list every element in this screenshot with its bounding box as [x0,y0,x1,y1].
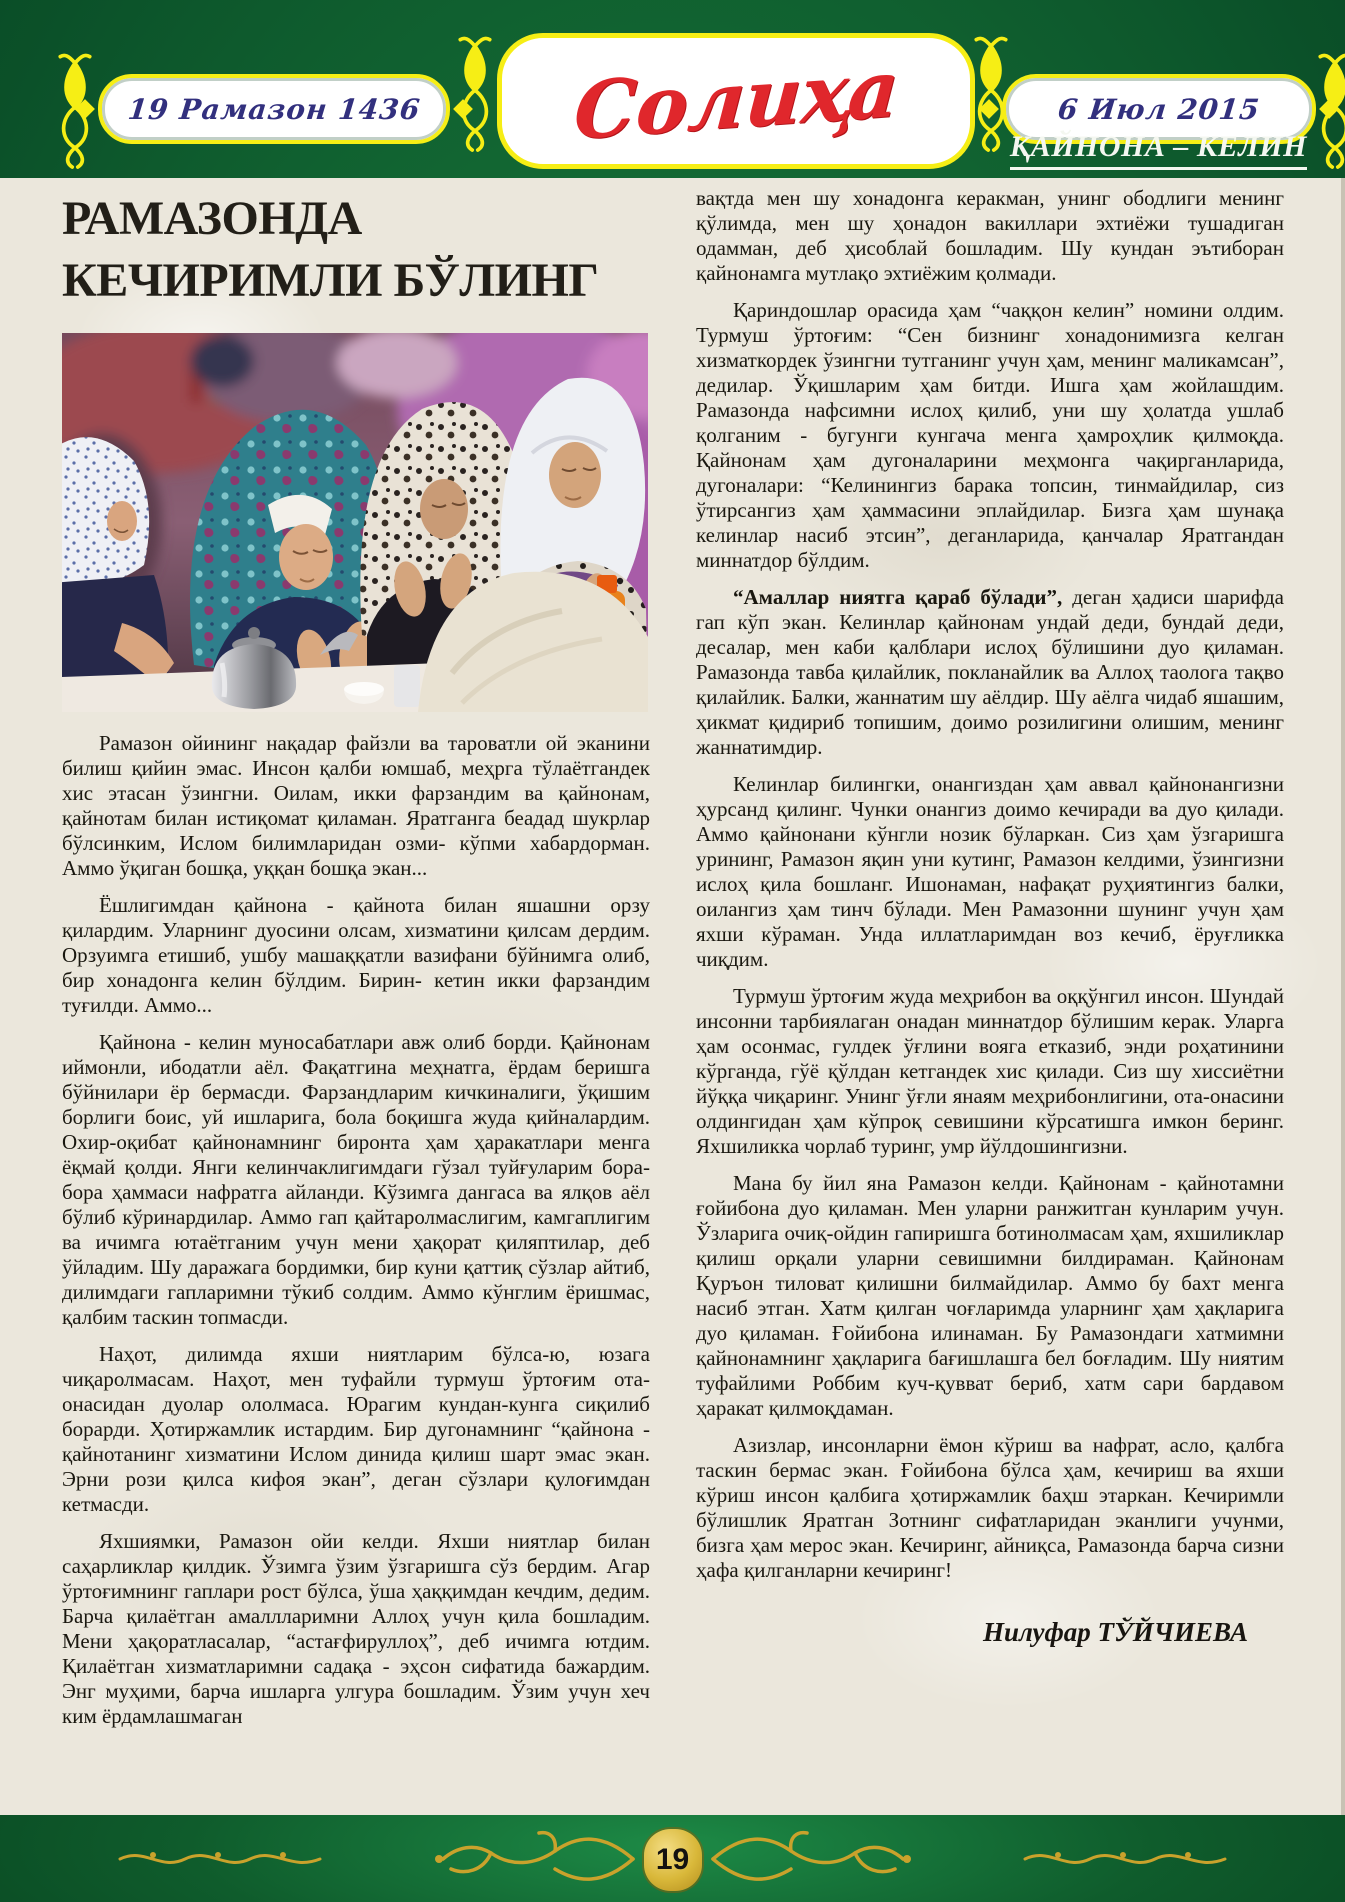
article-paragraph: Келинлар билингки, онангиздан ҳам аввал қайнонангизни ҳурсанд қилинг. Чунки онангиз доимо кечиради ва дуо қилади. Аммо қайнонани кўнгли нозик бўларкан. Сиз ҳам ўзгаришга урининг, Рамазон яқин уни кутинг, Рамазон келдими, ўзингизни ислоҳ қила бошланг. Ишонаман, нафақат руҳиятингиз балки, оилангиз ҳам тинч бўлади. Мен Рамазонни шунинг учун ҳам яхши кўраман. Унда иллатларимдан воз кечиб, ёруғликка чиқдим. [696,772,1284,971]
page-number-badge [644,1829,702,1891]
paragraph-bold-lead: “Амаллар ниятга қараб бўлади”, [733,585,1063,609]
masthead-title: Солиҳа [570,43,902,158]
footer-band [0,1815,1345,1902]
article-paragraph: “Амаллар ниятга қараб бўлади”, деган ҳадиси шарифда гап кўп экан. Келинлар қайнонам ундай деди, бундай деди, десалар, мен каби қалблари ислоҳ бўлишини дуо қиламан. Рамазонда тавба қилайлик, покланайлик ва Аллоҳ таолога тақво қилайлик. Балки, жаннатим шу аёлдир. Шу аёлга чидаб яшашим, ҳикмат қидириб топишим, доимо розилигини олишим, менинг жаннатимдир. [696,585,1284,759]
issue-date-hijri: 19 Рамазон 1436 [126,92,422,126]
left-column [62,731,650,1741]
article-photo [62,333,648,712]
page-number: 19 [655,1843,690,1876]
floral-ornament-icon [452,28,498,158]
article-paragraph: Азизлар, инсонларни ёмон кўриш ва нафрат, асло, қалбга таскин бермас экан. Ғойибона бўлса ҳам, кечириш ва яхши кўриш инсон қалбига ҳотиржамлик баҳш этаркан. Кечиримли бўлишлик Яратган Зотнинг сифатларидан эканлиги учунми, бизга ҳам мерос экан. Кечиринг, айниқса, Рамазонда барча сизни ҳафа қилганларни кечиринг! [696,1433,1284,1582]
article-title [62,188,652,312]
issue-date-hijri-box [98,74,450,144]
article-paragraph: Турмуш ўртоғим жуда меҳрибон ва оққўнгил инсон. Шундай инсонни тарбиялаган онадан миннатдор бўлишим керак. Уларга ҳам осонмас, гулдек ўғлини вояга етказиб, энди роҳатинини кўрганда, гўё қўлдан кетгандек хис қилади. Сиз шу хиссиётни йўққа чиқаринг. Унинг ўғли янаям меҳрибонлигини, ота-онасини олдингидан ҳам кўпроқ севишини кўрсатишга имкон беринг. Яхшиликка чорлаб туринг, умр йўлдошингизни. [696,984,1284,1158]
glass-icon [394,665,420,707]
article-title-line2: КЕЧИРИМЛИ БЎЛИНГ [62,254,599,307]
article-paragraph: Қариндошлар орасида ҳам “чаққон келин” номини олдим. Турмуш ўртоғим: “Сен бизнинг хонадонимизга келган хизматкордек ўзингни тутганинг учун ҳам, менинг маликамсан”, дедилар. Ўқишларим ҳам битди. Ишга ҳам жойлашдим. Рамазонда нафсимни ислоҳ қилиб, уни шу ҳолатда ушлаб қолганим - бугунги кунгача менга ҳамроҳлик қилмоқда. Қайнонам ҳам дугоналарини меҳмонга чақирганларида, дугоналари: “Келинингиз барака топсин, тинмайдилар, сиз ўтирсангиз ҳам ҳаммасини эплайдилар. Бизга ҳам шунақа келинлар насиб этсин”, деганларида, қанчалар Яратгандан миннатдор бўлдим. [696,298,1284,572]
article-paragraph: Ёшлигимдан қайнона - қайнота билан яшашни орзу қилардим. Уларнинг дуосини олсам, хизматини қилсам дердим. Орзуимга етишиб, ушбу машаққатли вазифани бўйнимга олиб, бир хонадонга келин бўлдим. Бирин- кетин икки фарзандим туғилди. Аммо... [62,893,650,1017]
header-band [0,0,1345,178]
masthead-box [497,33,975,169]
women-praying-photo-illustration [62,333,648,712]
right-column [696,186,1284,1648]
article-paragraph: Рамазон ойининг нақадар файзли ва тароватли ой эканини билиш қийин эмас. Инсон қалби юмшаб, меҳрга тўлаётгандек хис этасан ўзингни. Оилам, икки фарзандим ва қайнонам, қайнотам билан истиқомат қиламан. Яратганга беадад шукрлар бўлсинким, Ислом билимларидан озми- кўпми хабардорман. Аммо ўқиган бошқа, уққан бошқа экан... [62,731,650,880]
article-paragraph: Мана бу йил яна Рамазон келди. Қайнонам - қайнотамни ғойибона дуо қиламан. Мен уларни ранжитган кунларим учун. Ўзларига очиқ-ойдин гапиришга ботинолмасам ҳам, яхшиликлар қилиш орқали уларни севишимни билдираман. Қайнонам Қуръон тиловат қилишни билмайдилар. Аммо бу бахт менга насиб этган. Хатм қилган чоғларимда уларнинг ҳам ҳақларига дуо қиламан. Ғойибона илинаман. Бу Рамазондаги хатмимни қайнонамнинг ҳақларига бағишлашга бел боғладим. Шу ниятим туфайлими Роббим куч-қувват бериб, хатм сари бардавом ҳаракат қилмоқдаман. [696,1171,1284,1420]
issue-date-gregorian: 6 Июл 2015 [1056,92,1262,126]
article-paragraph: Яхшиямки, Рамазон ойи келди. Яхши ниятлар билан саҳарликлар қилдик. Ўзимга ўзим ўзгаришга сўз бердим. Агар ўртоғимнинг гаплари рост бўлса, ўша ҳаққимдан кечдим, дедим. Барча қилаётган амаллларимни Аллоҳ учун қила бошладим. Мени ҳақоратласалар, “астағфируллоҳ”, деб ичимга ютдим. Қилаётган хизматларимни садақа - эҳсон сифатида бажардим. Энг муҳими, барча ишларга улгура бошладим. Ўзим учун хеч ким ёрдамлашмаган [62,1529,650,1728]
article-paragraph: Наҳот, дилимда яхши ниятларим бўлса-ю, юзага чиқаролмасам. Наҳот, мен туфайли турмуш ўртоғим ота-онасидан дуолар ололмаса. Юрагим кундан-кунга сиқилиб борарди. Ҳотиржамлик истардим. Бир дугонамнинг “қайнона - қайнотанинг хизматини Ислом динида қилиш шарт эмас экан. Эрни рози қилса кифоя экан”, деган сўзлари қулоғимдан кетмасди. [62,1342,650,1516]
section-label: ҚАЙНОНА – КЕЛИН [1010,130,1307,170]
author-signature: Нилуфар ТЎЙЧИЕВА [982,1617,1248,1647]
vine-ornament-icon [1020,1847,1230,1871]
vine-ornament-icon [115,1847,325,1871]
article-paragraph: вақтда мен шу хонадонга керакман, унинг ободлиги менинг қўлимда, мен шу ҳонадон вакиллари эхтиёжи тушадиган одамман, деб ҳисоблай бошладим. Шу кундан эътиборан қайнонамга мутлақо эхтиёжим қолмади. [696,186,1284,285]
article-title-line1: РАМАЗОНДА [62,192,362,245]
article-paragraph: Қайнона - келин муносабатлари авж олиб борди. Қайнонам иймонли, ибодатли аёл. Фақатгина меҳнатга, ёрдам беришга бўйнилари ёр бермасди. Фарзандларим кичкиналиги, ўқишим борлиги боис, уй ишларига, бола боқишга жуда қийналардим. Охир-оқибат қайнонамнинг биронта ҳам ҳаракатлари менга ёқмай қолди. Янги келинчаклигимдаги гўзал туйғуларим бора-бора ҳаммаси нафратга айланди. Кўзимга дангаса ва ялқов аёл бўлиб кўринардилар. Аммо гап қайтаролмаслигим, камгаплигим ва ичимга ютаётганим учун мени ҳақорат қиляптилар, деб ўйладим. Шу даражага бордимки, бир куни қаттиқ сўзлар айтиб, дилимдаги гапларимни тўкиб солдим. Аммо кўнглим ёришмас, қалбим таскин топмасди. [62,1030,650,1329]
